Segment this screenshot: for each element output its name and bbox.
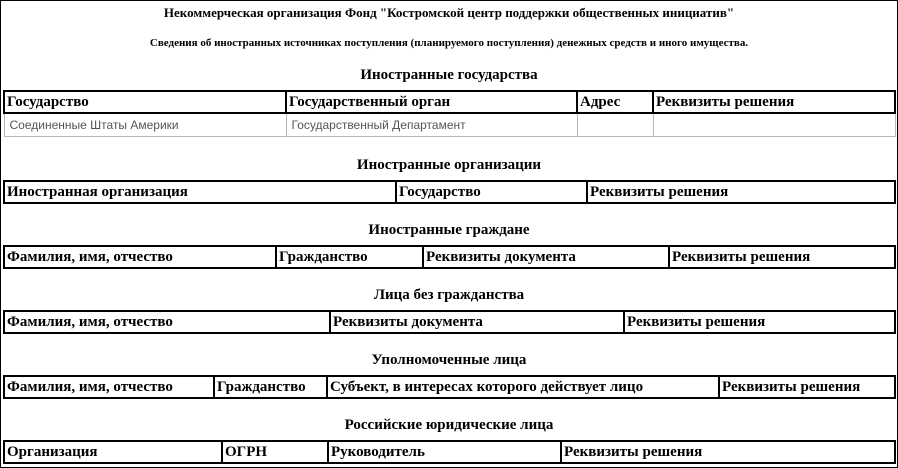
column-header: Гражданство: [214, 376, 327, 398]
column-header: Адрес: [577, 91, 653, 113]
russian-legal-entities-table: [3, 440, 896, 464]
column-header: Организация: [4, 441, 222, 463]
column-header: Субъект, в интересах которого действует лицо: [327, 376, 719, 398]
column-header: Фамилия, имя, отчество: [4, 311, 330, 333]
stateless-persons-table: [3, 310, 896, 334]
column-header: Гражданство: [276, 246, 423, 268]
column-header: Реквизиты решения: [719, 376, 895, 398]
column-header: Иностранная организация: [4, 181, 396, 203]
column-header: Реквизиты документа: [330, 311, 624, 333]
column-header: Государство: [4, 91, 286, 113]
document-subtitle: Сведения об иностранных источниках поступления (планируемого поступления) денежных средств и иного имущества.: [149, 37, 749, 49]
column-header: Государство: [396, 181, 587, 203]
section-title-foreign-organizations: Иностранные организации: [356, 157, 542, 173]
column-header: Фамилия, имя, отчество: [4, 246, 276, 268]
column-header: Реквизиты решения: [669, 246, 895, 268]
foreign-states-table: [3, 90, 896, 137]
table-header-row: [4, 246, 895, 268]
column-header: Реквизиты решения: [561, 441, 895, 463]
authorized-persons-table: [3, 375, 896, 399]
column-header: Государственный орган: [286, 91, 577, 113]
column-header: Реквизиты решения: [624, 311, 895, 333]
column-header: Фамилия, имя, отчество: [4, 376, 214, 398]
section-title-stateless-persons: Лица без гражданства: [373, 287, 525, 303]
table-header-row: [4, 441, 895, 463]
table-header-row: [4, 311, 895, 333]
table-cell: Соединенные Штаты Америки: [4, 113, 286, 137]
column-header: Реквизиты документа: [423, 246, 669, 268]
section-title-foreign-states: Иностранные государства: [360, 67, 538, 83]
organization-title: Некоммерческая организация Фонд "Костромской центр поддержки общественных инициатив": [163, 5, 735, 20]
table-header-row: [4, 91, 895, 113]
table-row: [4, 113, 895, 137]
column-header: ОГРН: [222, 441, 328, 463]
column-header: Руководитель: [328, 441, 561, 463]
column-header: Реквизиты решения: [587, 181, 895, 203]
table-header-row: [4, 181, 895, 203]
table-header-row: [4, 376, 895, 398]
foreign-citizens-table: [3, 245, 896, 269]
table-cell: [577, 113, 653, 137]
column-header: Реквизиты решения: [653, 91, 895, 113]
section-title-foreign-citizens: Иностранные граждане: [368, 222, 530, 238]
foreign-organizations-table: [3, 180, 896, 204]
section-title-authorized-persons: Уполномоченные лица: [371, 352, 527, 368]
section-title-russian-legal-entities: Российские юридические лица: [344, 417, 554, 433]
table-cell: [653, 113, 895, 137]
table-cell: Государственный Департамент: [286, 113, 577, 137]
